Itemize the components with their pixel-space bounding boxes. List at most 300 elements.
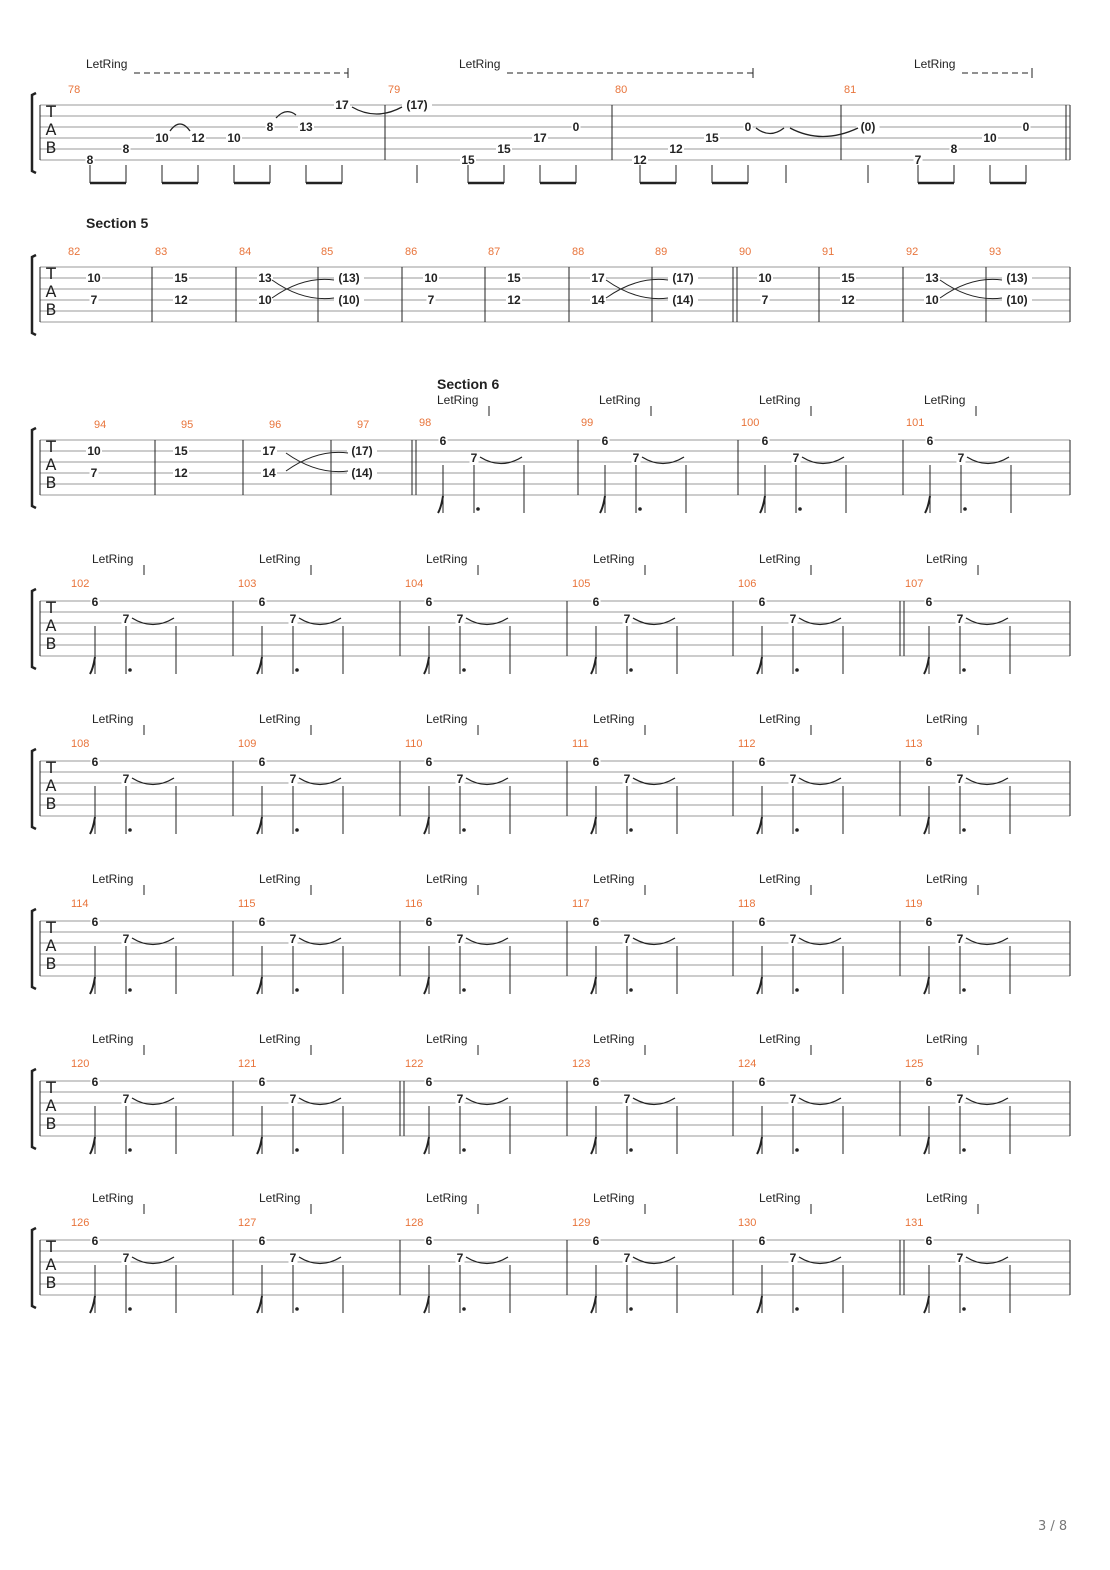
dot: [462, 828, 466, 832]
tie-curve: [132, 938, 174, 945]
dot: [462, 1148, 466, 1152]
fret-number: 10: [155, 131, 169, 145]
tab-clef-letter: A: [45, 936, 57, 955]
fret-number: 0: [744, 120, 752, 134]
let-ring-label: LetRing: [92, 872, 134, 886]
measure-number: 84: [239, 246, 252, 258]
let-ring-label: LetRing: [599, 393, 641, 407]
measure-number: 79: [388, 84, 401, 96]
fret-number: 6: [91, 1234, 99, 1248]
fret-number: 13: [925, 271, 939, 285]
dot: [962, 668, 966, 672]
tab-clef-letter: T: [46, 758, 56, 777]
measure-number: 96: [269, 419, 282, 431]
fret-number: 7: [632, 451, 640, 465]
tab-clef-letter: T: [46, 437, 56, 456]
fret-number: 12: [633, 153, 647, 167]
tie-curve: [466, 618, 508, 625]
tab-clef-letter: B: [45, 634, 57, 653]
fret-number: 6: [91, 755, 99, 769]
measure-number: 122: [405, 1058, 424, 1070]
measure-number: 109: [238, 738, 257, 750]
fret-number: 15: [497, 142, 511, 156]
fret-number: 6: [592, 755, 600, 769]
measure-number: 82: [68, 246, 81, 258]
fret-number: 7: [289, 1092, 297, 1106]
tie-curve: [633, 938, 675, 945]
tie-curve: [299, 938, 341, 945]
dot: [295, 1307, 299, 1311]
measure-number: 92: [906, 246, 919, 258]
dot: [295, 1148, 299, 1152]
measure-number: 119: [905, 898, 923, 910]
tab-clef-letter: A: [45, 776, 57, 795]
tab-clef-letter: A: [45, 1096, 57, 1115]
fret-number: 6: [758, 1234, 766, 1248]
note-flag: [591, 657, 596, 674]
measure-number: 101: [906, 417, 925, 429]
dot: [462, 988, 466, 992]
dot: [128, 668, 132, 672]
let-ring-label: LetRing: [92, 712, 134, 726]
fret-number: 15: [841, 271, 855, 285]
dot: [295, 668, 299, 672]
fret-number: 7: [122, 1092, 130, 1106]
tie-curve: [352, 107, 402, 114]
section-title: Section 5: [86, 215, 149, 231]
let-ring-label: LetRing: [593, 872, 635, 886]
measure-number: 108: [71, 738, 90, 750]
fret-number: 7: [956, 772, 964, 786]
tab-clef-letter: T: [46, 264, 56, 283]
tab-clef-letter: B: [45, 794, 57, 813]
fret-number: (13): [338, 271, 360, 285]
let-ring-label: LetRing: [926, 1032, 968, 1046]
measure-number: 104: [405, 578, 424, 590]
fret-number: 10: [925, 293, 939, 307]
measure-number: 97: [357, 419, 370, 431]
measure-number: 105: [572, 578, 591, 590]
fret-number: 7: [761, 293, 769, 307]
section-title: Section 6: [437, 376, 500, 392]
fret-number: 7: [789, 932, 797, 946]
measure-number: 89: [655, 246, 668, 258]
measure-number: 117: [572, 898, 590, 910]
fret-number: 7: [456, 1251, 464, 1265]
let-ring-label: LetRing: [593, 712, 635, 726]
fret-number: 7: [623, 612, 631, 626]
fret-number: (13): [1006, 271, 1028, 285]
staff-bracket: [32, 909, 36, 989]
let-ring-label: LetRing: [437, 393, 479, 407]
let-ring-label: LetRing: [86, 57, 128, 71]
fret-number: 14: [591, 293, 605, 307]
staff-bracket: [32, 428, 36, 508]
measure-number: 115: [238, 898, 256, 910]
tab-clef-letter: A: [45, 1255, 57, 1274]
note-flag: [257, 657, 262, 674]
tie-curve: [299, 1257, 341, 1264]
tie-curve: [642, 457, 684, 464]
fret-number: 6: [758, 755, 766, 769]
let-ring-label: LetRing: [92, 552, 134, 566]
measure-number: 83: [155, 246, 168, 258]
fret-number: 6: [761, 434, 769, 448]
fret-number: 6: [91, 1075, 99, 1089]
fret-number: 6: [425, 915, 433, 929]
tie-curve: [756, 128, 784, 134]
measure-number: 106: [738, 578, 757, 590]
note-flag: [757, 977, 762, 994]
fret-number: 7: [957, 451, 965, 465]
tie-curve: [966, 618, 1008, 625]
measure-number: 126: [71, 1217, 90, 1229]
let-ring-label: LetRing: [593, 552, 635, 566]
tie-curve: [966, 1098, 1008, 1105]
measure-number: 93: [989, 246, 1002, 258]
fret-number: 6: [601, 434, 609, 448]
note-flag: [257, 1296, 262, 1313]
tab-clef-letter: A: [45, 282, 57, 301]
fret-number: 8: [122, 142, 130, 156]
fret-number: (17): [351, 444, 373, 458]
staff-bracket: [32, 589, 36, 669]
tie-curve: [802, 457, 844, 464]
let-ring-label: LetRing: [759, 872, 801, 886]
note-flag: [591, 977, 596, 994]
dot: [963, 507, 967, 511]
fret-number: 0: [572, 120, 580, 134]
fret-number: 6: [425, 595, 433, 609]
measure-number: 90: [739, 246, 752, 258]
fret-number: 6: [592, 595, 600, 609]
fret-number: 6: [925, 1075, 933, 1089]
staff-bracket: [32, 1069, 36, 1149]
tie-curve: [633, 618, 675, 625]
dot: [128, 988, 132, 992]
tie-curve: [633, 778, 675, 785]
dot: [462, 668, 466, 672]
fret-number: 15: [174, 271, 188, 285]
note-flag: [90, 817, 95, 834]
let-ring-label: LetRing: [759, 552, 801, 566]
note-flag: [591, 1137, 596, 1154]
fret-number: 17: [262, 444, 276, 458]
dot: [795, 828, 799, 832]
fret-number: (17): [672, 271, 694, 285]
tie-curve: [299, 618, 341, 625]
fret-number: (10): [338, 293, 360, 307]
fret-number: 12: [191, 131, 205, 145]
tab-clef-letter: A: [45, 616, 57, 635]
fret-number: 7: [789, 772, 797, 786]
let-ring-label: LetRing: [759, 393, 801, 407]
tie-curve: [799, 778, 841, 785]
tie-curve: [799, 1257, 841, 1264]
note-flag: [591, 817, 596, 834]
fret-number: (0): [860, 120, 876, 134]
fret-number: 6: [758, 915, 766, 929]
measure-number: 95: [181, 419, 194, 431]
fret-number: 7: [122, 1251, 130, 1265]
tab-clef-letter: T: [46, 1078, 56, 1097]
fret-number: 0: [1022, 120, 1030, 134]
fret-number: 10: [983, 131, 997, 145]
note-flag: [757, 817, 762, 834]
tie-curve: [799, 938, 841, 945]
fret-number: 7: [122, 612, 130, 626]
fret-number: 7: [956, 1251, 964, 1265]
let-ring-label: LetRing: [259, 1032, 301, 1046]
let-ring-label: LetRing: [259, 872, 301, 886]
fret-number: 6: [925, 595, 933, 609]
fret-number: 7: [289, 612, 297, 626]
note-flag: [424, 1137, 429, 1154]
tie-curve: [966, 1257, 1008, 1264]
fret-number: 7: [956, 1092, 964, 1106]
dot: [795, 988, 799, 992]
fret-number: 17: [335, 98, 349, 112]
fret-number: 7: [456, 932, 464, 946]
fret-number: 6: [592, 1234, 600, 1248]
let-ring-label: LetRing: [924, 393, 966, 407]
dot: [962, 1307, 966, 1311]
fret-number: 6: [258, 915, 266, 929]
tie-curve: [299, 1098, 341, 1105]
let-ring-label: LetRing: [593, 1191, 635, 1205]
fret-number: 6: [925, 755, 933, 769]
tab-clef-letter: B: [45, 954, 57, 973]
measure-number: 124: [738, 1058, 757, 1070]
measure-number: 99: [581, 417, 594, 429]
fret-number: 8: [86, 153, 94, 167]
fret-number: 7: [122, 932, 130, 946]
tab-clef-letter: B: [45, 1114, 57, 1133]
note-flag: [925, 496, 930, 513]
dot: [629, 1148, 633, 1152]
dot: [629, 828, 633, 832]
note-flag: [438, 496, 443, 513]
fret-number: 7: [456, 772, 464, 786]
measure-number: 94: [94, 419, 107, 431]
fret-number: 7: [914, 153, 922, 167]
fret-number: 6: [258, 1234, 266, 1248]
let-ring-label: LetRing: [759, 1191, 801, 1205]
dot: [638, 507, 642, 511]
tie-curve: [466, 1257, 508, 1264]
measure-number: 116: [405, 898, 423, 910]
let-ring-label: LetRing: [593, 1032, 635, 1046]
fret-number: 6: [926, 434, 934, 448]
fret-number: 13: [299, 120, 313, 134]
tab-clef-letter: A: [45, 120, 57, 139]
tab-clef-letter: B: [45, 1273, 57, 1292]
measure-number: 120: [71, 1058, 90, 1070]
dot: [629, 668, 633, 672]
staff-bracket: [32, 255, 36, 335]
fret-number: 13: [258, 271, 272, 285]
fret-number: 7: [90, 293, 98, 307]
let-ring-label: LetRing: [92, 1191, 134, 1205]
tie-curve: [967, 457, 1009, 464]
dot: [128, 1307, 132, 1311]
dot: [795, 1148, 799, 1152]
measure-number: 100: [741, 417, 760, 429]
measure-number: 107: [905, 578, 924, 590]
let-ring-label: LetRing: [426, 1032, 468, 1046]
fret-number: 12: [174, 293, 188, 307]
slide-arc: [276, 112, 296, 118]
note-flag: [924, 1137, 929, 1154]
measure-number: 80: [615, 84, 628, 96]
measure-number: 102: [71, 578, 90, 590]
measure-number: 98: [419, 417, 432, 429]
tab-clef-letter: T: [46, 598, 56, 617]
measure-number: 112: [738, 738, 756, 750]
fret-number: 7: [90, 466, 98, 480]
fret-number: (10): [1006, 293, 1028, 307]
measure-number: 125: [905, 1058, 924, 1070]
tab-clef-letter: T: [46, 918, 56, 937]
measure-number: 114: [71, 898, 89, 910]
fret-number: 7: [792, 451, 800, 465]
fret-number: 7: [122, 772, 130, 786]
measure-number: 128: [405, 1217, 424, 1229]
tie-curve: [132, 778, 174, 785]
dot: [295, 828, 299, 832]
fret-number: 6: [91, 595, 99, 609]
fret-number: 6: [425, 1234, 433, 1248]
tab-clef-letter: A: [45, 455, 57, 474]
measure-number: 118: [738, 898, 756, 910]
tab-clef-letter: B: [45, 300, 57, 319]
note-flag: [90, 1296, 95, 1313]
note-flag: [90, 657, 95, 674]
note-flag: [424, 977, 429, 994]
staff-bracket: [32, 93, 36, 173]
note-flag: [924, 1296, 929, 1313]
fret-number: 12: [174, 466, 188, 480]
dot: [962, 828, 966, 832]
tab-clef-letter: T: [46, 1237, 56, 1256]
note-flag: [760, 496, 765, 513]
let-ring-label: LetRing: [259, 712, 301, 726]
fret-number: 10: [87, 271, 101, 285]
tie-curve: [790, 128, 858, 137]
measure-number: 113: [905, 738, 923, 750]
measure-number: 91: [822, 246, 835, 258]
fret-number: 6: [592, 915, 600, 929]
fret-number: 12: [669, 142, 683, 156]
let-ring-label: LetRing: [459, 57, 501, 71]
fret-number: 6: [925, 1234, 933, 1248]
dot: [795, 668, 799, 672]
dot: [462, 1307, 466, 1311]
let-ring-label: LetRing: [759, 712, 801, 726]
tie-curve: [466, 778, 508, 785]
let-ring-label: LetRing: [259, 552, 301, 566]
measure-number: 123: [572, 1058, 591, 1070]
dot: [128, 1148, 132, 1152]
let-ring-label: LetRing: [926, 1191, 968, 1205]
fret-number: 6: [258, 1075, 266, 1089]
fret-number: 6: [925, 915, 933, 929]
note-flag: [257, 1137, 262, 1154]
note-flag: [924, 817, 929, 834]
page-number: 3 / 8: [1038, 1519, 1068, 1534]
fret-number: (14): [672, 293, 694, 307]
fret-number: (17): [406, 98, 428, 112]
tie-curve: [966, 778, 1008, 785]
fret-number: 6: [425, 1075, 433, 1089]
tie-curve: [299, 778, 341, 785]
let-ring-label: LetRing: [926, 712, 968, 726]
tab-clef-letter: T: [46, 102, 56, 121]
let-ring-label: LetRing: [759, 1032, 801, 1046]
let-ring-label: LetRing: [914, 57, 956, 71]
fret-number: 12: [507, 293, 521, 307]
measure-number: 110: [405, 738, 423, 750]
fret-number: 17: [533, 131, 547, 145]
let-ring-label: LetRing: [926, 872, 968, 886]
fret-number: 10: [424, 271, 438, 285]
fret-number: 15: [461, 153, 475, 167]
let-ring-label: LetRing: [426, 712, 468, 726]
fret-number: 7: [289, 932, 297, 946]
dot: [629, 1307, 633, 1311]
fret-number: 7: [623, 932, 631, 946]
tie-curve: [132, 1257, 174, 1264]
fret-number: 8: [950, 142, 958, 156]
fret-number: 12: [841, 293, 855, 307]
dot: [629, 988, 633, 992]
fret-number: 6: [758, 1075, 766, 1089]
note-flag: [924, 977, 929, 994]
fret-number: 7: [623, 772, 631, 786]
fret-number: 6: [592, 1075, 600, 1089]
measure-number: 85: [321, 246, 334, 258]
tie-curve: [132, 1098, 174, 1105]
note-flag: [757, 1137, 762, 1154]
fret-number: 10: [87, 444, 101, 458]
let-ring-label: LetRing: [426, 552, 468, 566]
note-flag: [90, 1137, 95, 1154]
tie-curve: [466, 938, 508, 945]
note-flag: [424, 1296, 429, 1313]
note-flag: [424, 817, 429, 834]
measure-number: 127: [238, 1217, 257, 1229]
note-flag: [591, 1296, 596, 1313]
fret-number: 6: [91, 915, 99, 929]
fret-number: 8: [266, 120, 274, 134]
fret-number: 7: [623, 1092, 631, 1106]
measure-number: 86: [405, 246, 418, 258]
fret-number: 7: [623, 1251, 631, 1265]
fret-number: 15: [705, 131, 719, 145]
fret-number: 7: [289, 772, 297, 786]
dot: [962, 988, 966, 992]
measure-number: 87: [488, 246, 501, 258]
fret-number: 6: [258, 755, 266, 769]
note-flag: [424, 657, 429, 674]
let-ring-label: LetRing: [426, 1191, 468, 1205]
tie-curve: [480, 457, 522, 464]
fret-number: (14): [351, 466, 373, 480]
dot: [962, 1148, 966, 1152]
tie-curve: [633, 1257, 675, 1264]
measure-number: 130: [738, 1217, 757, 1229]
tab-clef-letter: B: [45, 473, 57, 492]
